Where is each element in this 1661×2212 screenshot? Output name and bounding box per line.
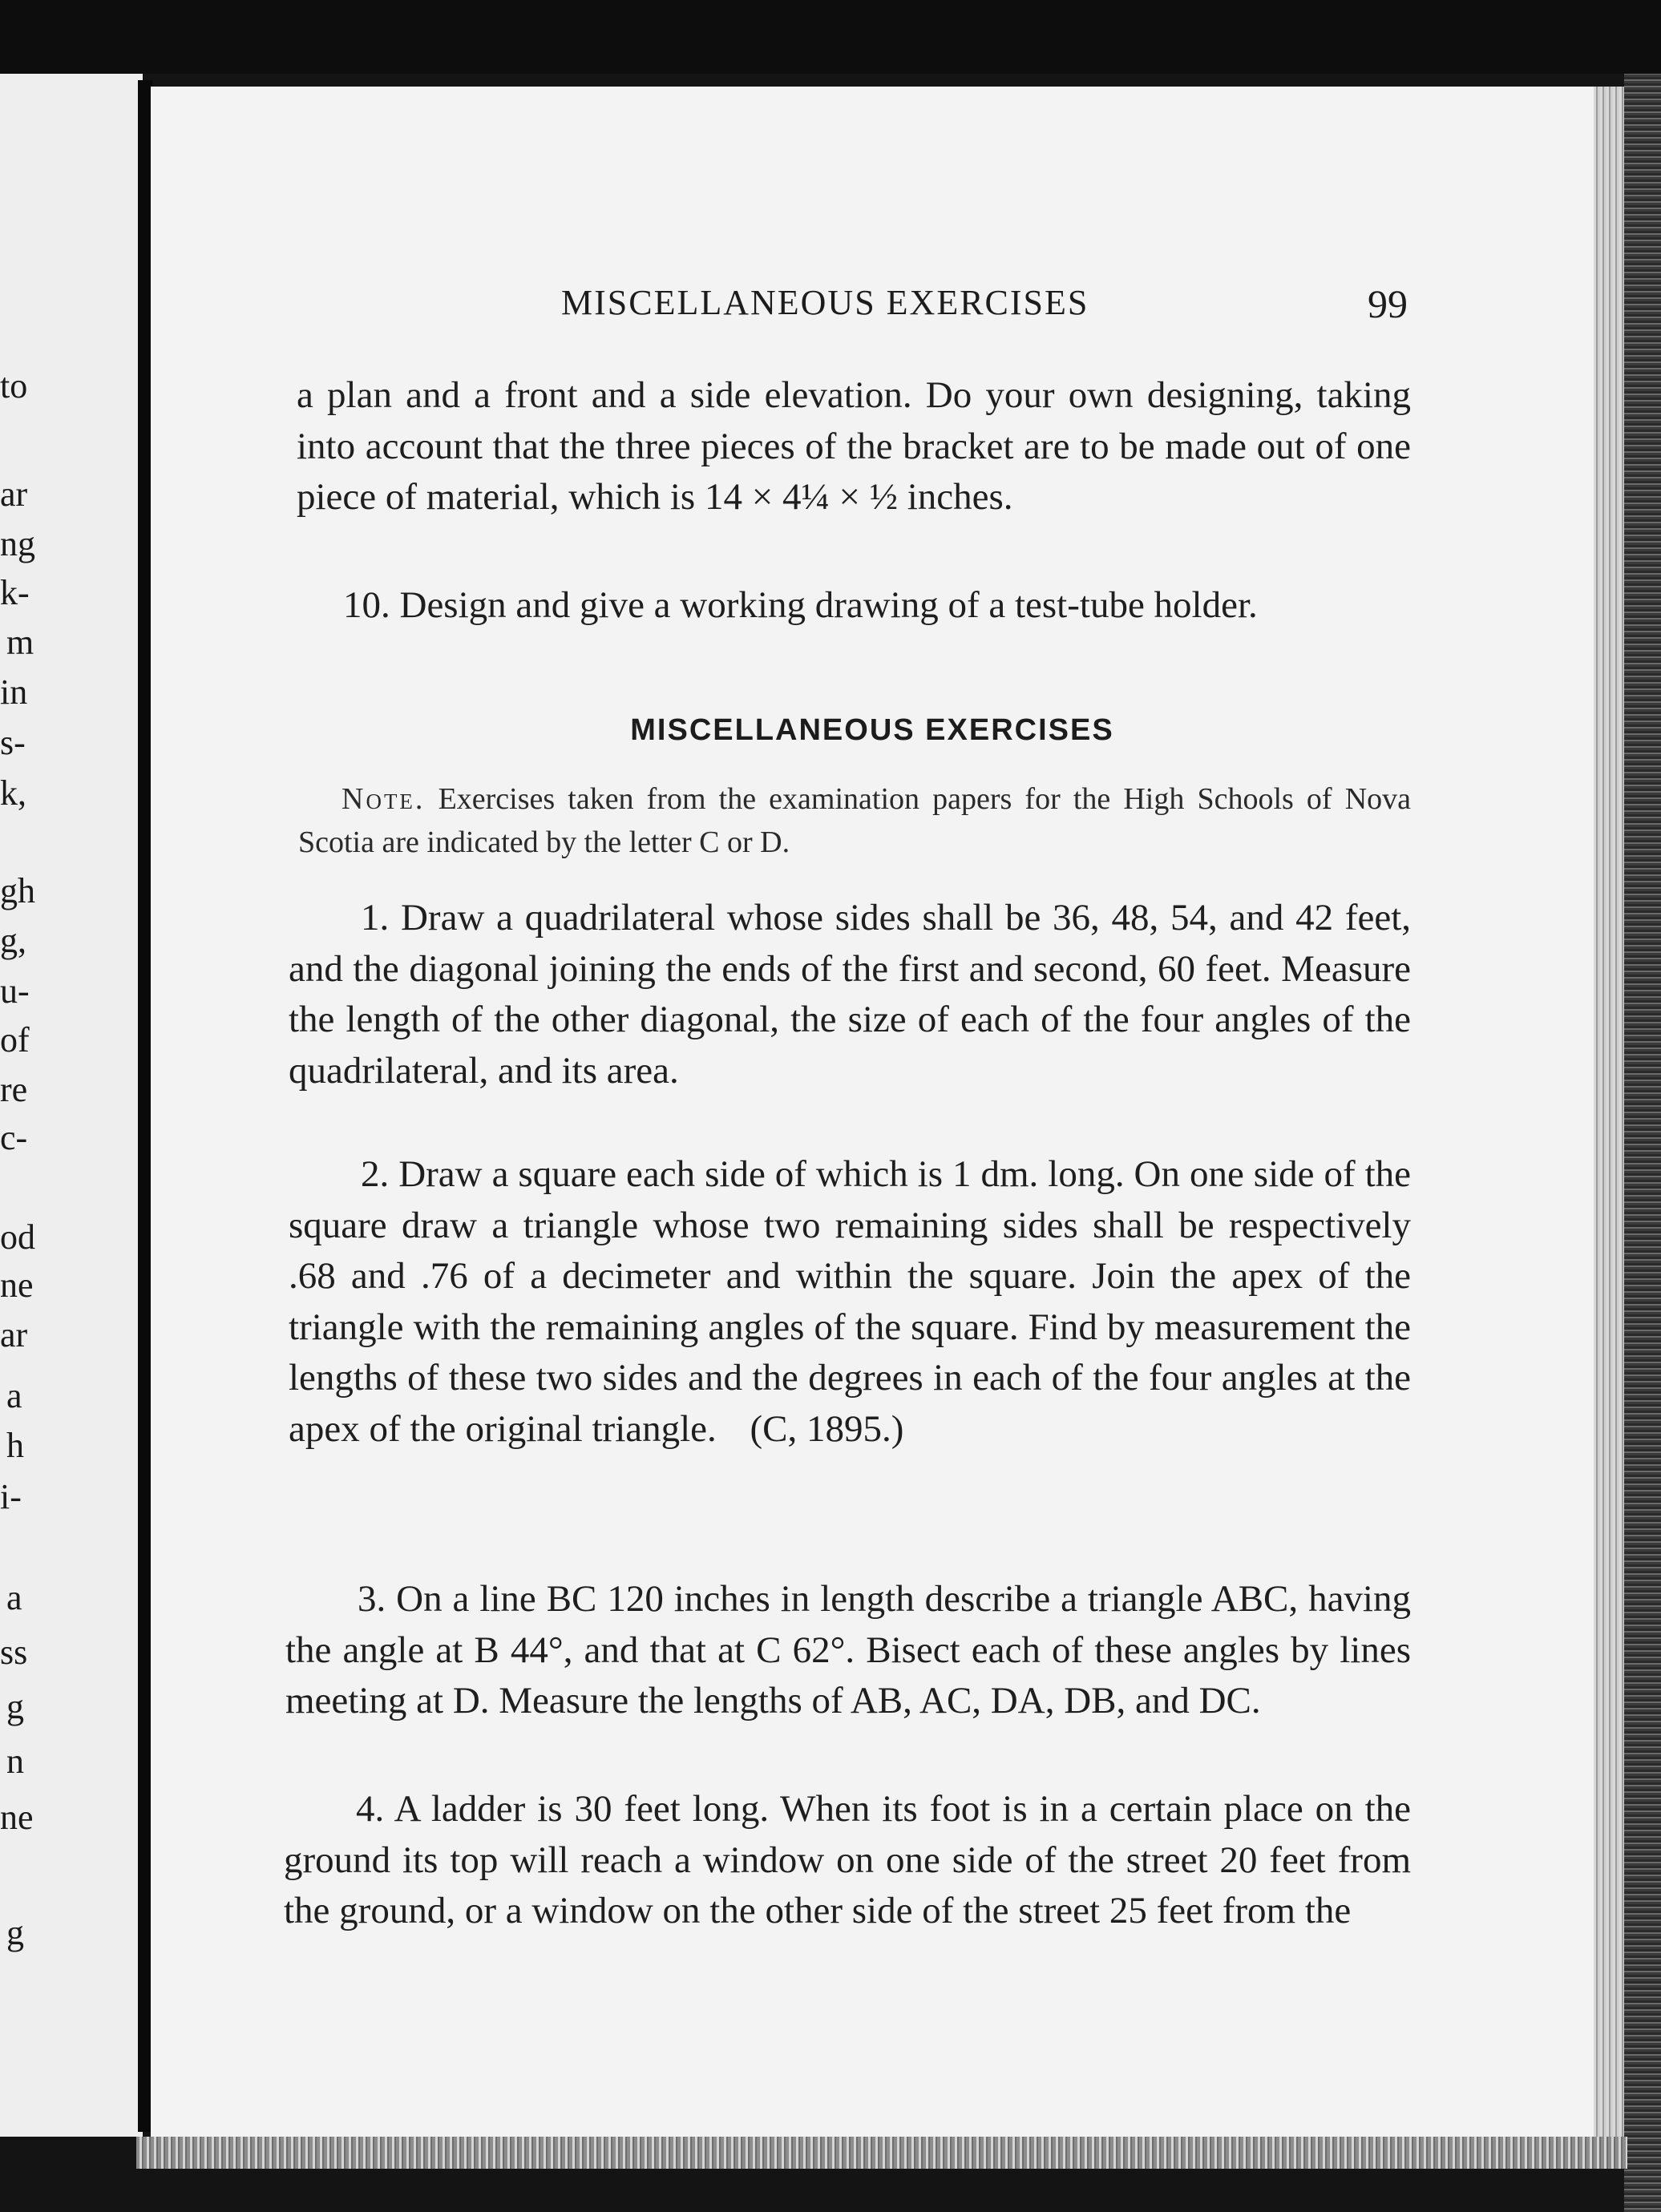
facing-page-text-fragment: ne: [0, 1265, 34, 1305]
facing-page-text-fragment: i-: [0, 1477, 22, 1516]
note-text: Exercises taken from the examination papers for the High Schools of Nova Scotia are indicated by the letter C or D.: [298, 782, 1412, 859]
facing-page-text-fragment: to: [0, 366, 28, 406]
facing-page-text-fragment: u-: [0, 971, 30, 1011]
note-label: Note.: [341, 782, 426, 816]
scan-top-margin: [0, 0, 1661, 74]
exercise-2-number: 2.: [361, 1153, 390, 1195]
exercise-10-text: 10. Design and give a working drawing of a test-tube holder.: [343, 584, 1258, 626]
facing-page-fragment: [0, 74, 143, 2137]
facing-page-text-fragment: c-: [0, 1118, 28, 1157]
exercise-3-text: On a line BC 120 inches in length describe a triangle ABC, having the angle at B 44°, and that at C 62°. Bisect each of these angles by lines meeting at D. Measure the lengths of AB, AC, DA, DB, and DC.: [285, 1578, 1411, 1722]
facing-page-text-fragment: k-: [0, 573, 30, 612]
exercise-1-number: 1.: [361, 897, 390, 938]
book-cover-edge: [1624, 74, 1661, 2212]
exercise-2: [289, 1149, 1411, 1455]
facing-page-text-fragment: k,: [0, 773, 26, 813]
exercise-3-number: 3.: [358, 1578, 386, 1620]
facing-page-text-fragment: h: [6, 1426, 24, 1465]
continued-paragraph: [297, 370, 1411, 523]
exercise-2-citation: (C, 1895.): [750, 1407, 904, 1450]
facing-page-text-fragment: ne: [0, 1798, 34, 1837]
facing-page-text-fragment: gh: [0, 871, 35, 910]
facing-page-text-fragment: od: [0, 1217, 35, 1257]
exercise-1-text: Draw a quadrilateral whose sides shall be 36, 48, 54, and 42 feet, and the diagonal joining the ends of the first and second, 60 feet. Measure the length of the other diagonal, the size of each of the four angles of the quadrilateral, and its area.: [289, 897, 1412, 1092]
page-bottom-edge: [136, 2137, 1627, 2169]
facing-page-text-fragment: g: [6, 1687, 24, 1726]
facing-page-text-fragment: s-: [0, 723, 26, 762]
exercise-1: [289, 893, 1411, 1096]
facing-page-text-fragment: ar: [0, 1315, 28, 1354]
section-heading: MISCELLANEOUS EXERCISES: [630, 713, 1114, 747]
facing-page-text-fragment: ar: [0, 474, 28, 514]
facing-page-text-fragment: g,: [0, 921, 26, 960]
facing-page-text-fragment: re: [0, 1070, 28, 1109]
exercise-4: [284, 1784, 1411, 1937]
section-note: [298, 777, 1411, 864]
exercise-2-text: Draw a square each side of which is 1 dm. long. On one side of the square draw a triangle whose two remaining sides shall be respectively .68 and .76 of a decimeter and within the square. Join the apex of the triangle with the remaining angles of the square. Find by measurement the lengths of these two sides and the degrees in each of the four angles at the apex of the original triangle.: [289, 1153, 1411, 1450]
facing-page-text-fragment: a: [6, 1578, 22, 1617]
facing-page-text-fragment: m: [6, 623, 34, 662]
facing-page-text-fragment: a: [6, 1376, 22, 1415]
exercise-4-text: A ladder is 30 feet long. When its foot is in a certain place on the ground its top will reach a window on one side of the street 20 feet from the ground, or a window on the other side of the street 25 feet from the: [284, 1788, 1411, 1931]
facing-page-text-fragment: in: [0, 672, 28, 712]
facing-page-text-fragment: n: [6, 1742, 24, 1781]
facing-page-text-fragment: of: [0, 1020, 30, 1060]
continued-paragraph-text: a plan and a front and a side elevation. Do your own designing, taking into account that the three pieces of the bracket are to be made out of one piece of material, which is 14 × 4¼ × ½ inches.: [297, 374, 1411, 518]
facing-page-text-fragment: ng: [0, 524, 35, 563]
facing-page-text-fragment: ss: [0, 1633, 28, 1672]
page-edge-stack: [1594, 87, 1624, 2138]
running-head: MISCELLANEOUS EXERCISES: [561, 283, 1089, 322]
facing-page-text-fragment: g: [6, 1913, 24, 1952]
exercise-3: [285, 1574, 1411, 1727]
exercise-10: [297, 580, 1411, 632]
page-number: 99: [1368, 281, 1408, 326]
exercise-4-number: 4.: [356, 1788, 385, 1830]
